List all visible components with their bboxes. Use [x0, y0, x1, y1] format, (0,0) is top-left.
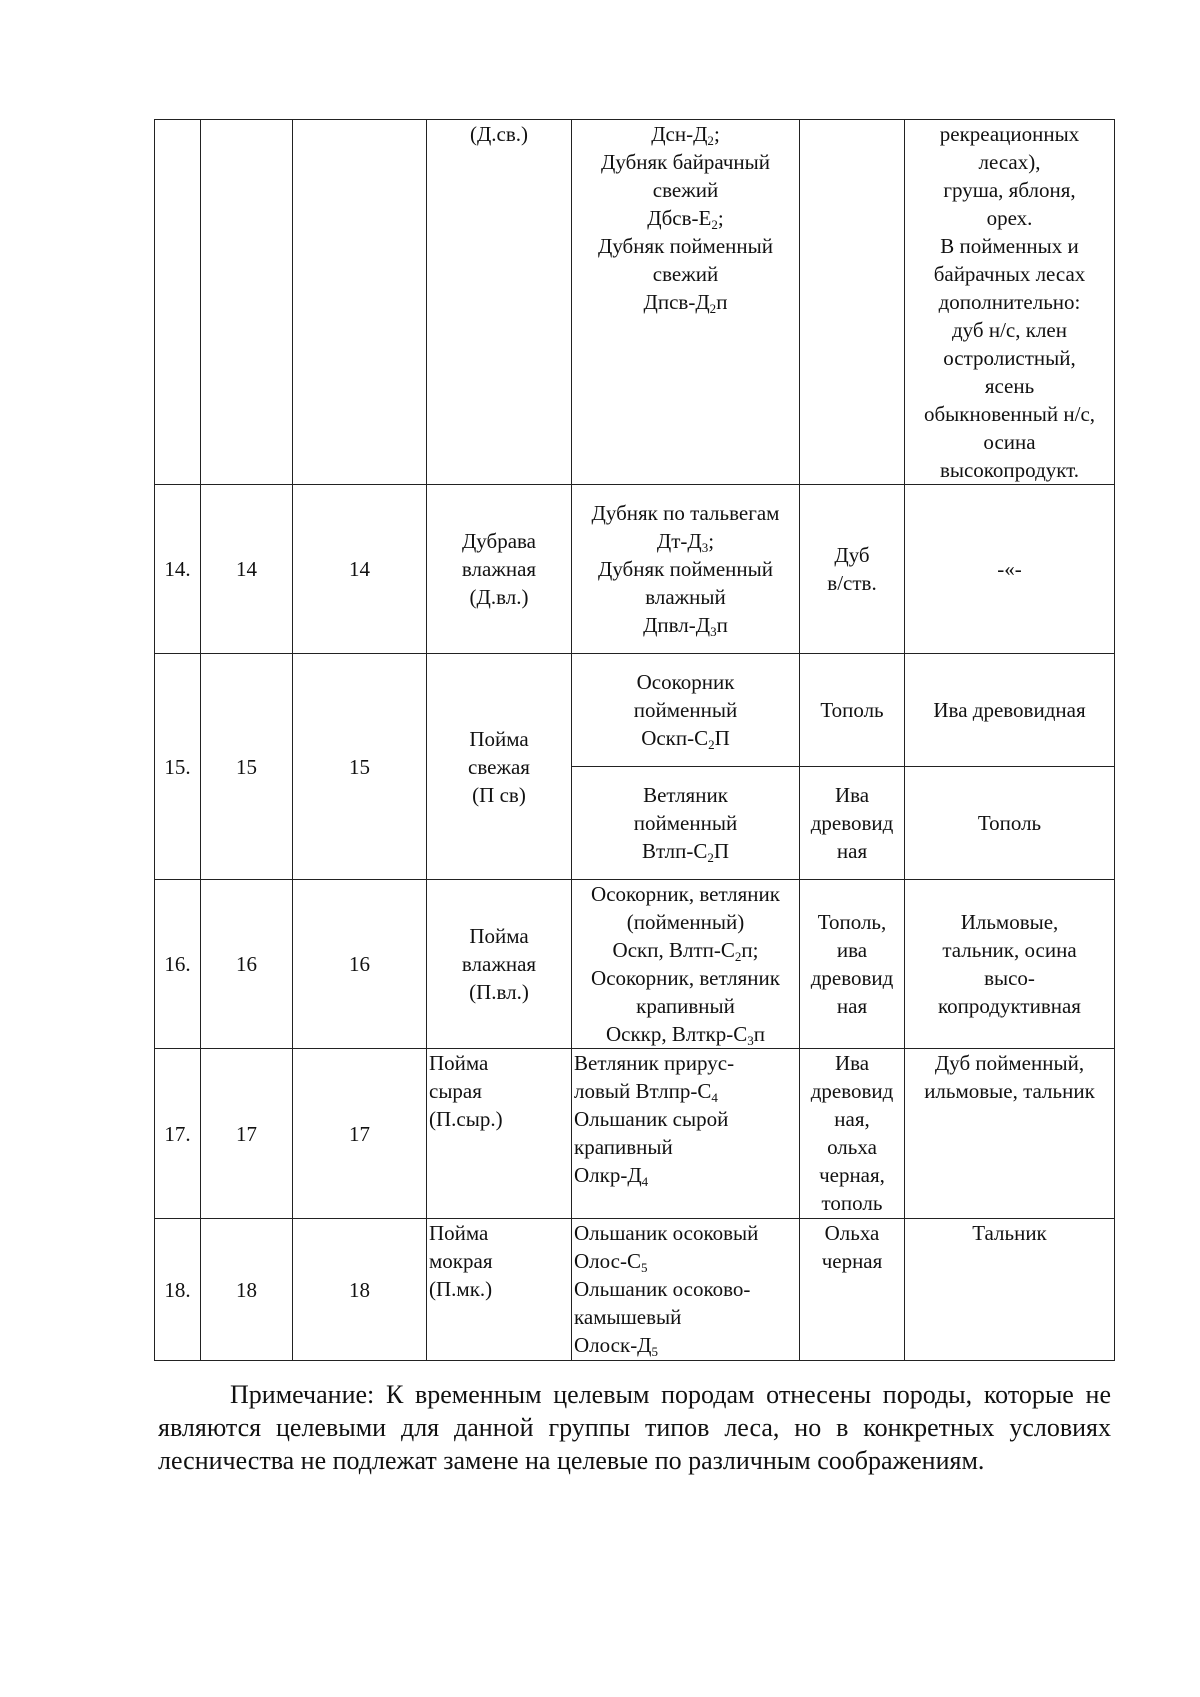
table-row [155, 1049, 1115, 1219]
type-group-cell: (Д.св.) [427, 120, 572, 485]
accompanying-species-cell: Тальник [905, 1219, 1115, 1361]
table-row [155, 120, 1115, 485]
forest-types-cell: Дсн-$Д_2$; Дубняк байрачный свежий Дбсв-$Е_2$; Дубняк пойменный свежий Дпсв-$Д_2п$ [572, 120, 800, 485]
temporary-species-cell: Ольха черная [800, 1219, 905, 1361]
accompanying-species-cell: Ильмовые, тальник, осина высо- копродуктивная [905, 880, 1115, 1049]
forest-types-cell: Дубняк по тальвегам $Дт-Д_3$; Дубняк пойменный влажный Дпвл-$Д_3п$ [572, 485, 800, 654]
code-cell: 14 [293, 485, 427, 654]
accompanying-species-cell: -«- [905, 485, 1115, 654]
accompanying-species-cell: рекреационных лесах), груша, яблоня, орех. В пойменных и байрачных лесах дополнительно: дуб н/с, клен остролистный, ясень обыкновенный н/с, осина высокопродукт. [905, 120, 1115, 485]
table-row [155, 485, 1115, 654]
type-group-cell: Пойма свежая (П св) [427, 654, 572, 880]
row-number-cell: 14. [155, 485, 201, 654]
accompanying-species-cell: Дуб пойменный, ильмовые, тальник [905, 1049, 1115, 1219]
row-number-cell: 15. [155, 654, 201, 880]
code-cell: 16 [293, 880, 427, 1049]
code-cell: 14 [201, 485, 293, 654]
temporary-species-cell: Тополь, ива древовид ная [800, 880, 905, 1049]
note-paragraph: Примечание: К временным целевым породам отнесены породы, которые не являются целевыми для данной группы типов леса, но в конкретных условиях лесничества не подлежат замене на целевые по различным соображениям. [158, 1380, 1111, 1475]
row-number-cell: 18. [155, 1219, 201, 1361]
table-row [155, 880, 1115, 1049]
type-group-cell: Пойма мокрая (П.мк.) [427, 1219, 572, 1361]
type-group-cell: Пойма влажная (П.вл.) [427, 880, 572, 1049]
temporary-species-cell: Тополь [800, 654, 905, 767]
code-cell: 16 [201, 880, 293, 1049]
type-group-cell: Пойма сырая (П.сыр.) [427, 1049, 572, 1219]
type-group-cell: Дубрава влажная (Д.вл.) [427, 485, 572, 654]
temporary-species-cell [800, 120, 905, 485]
forest-types-table [154, 119, 1115, 1361]
forest-types-cell: Ветляник пойменный Втлп-$С_2П$ [572, 767, 800, 880]
forest-types-cell: Ольшаник осоковый Олос-$С_5$ Ольшаник осоково- камышевый Олоск-$Д_5$ [572, 1219, 800, 1361]
forest-types-cell: Ветляник прирус- ловый Втлпр-$С_4$ Ольшаник сырой крапивный Олкр-$Д_4$ [572, 1049, 800, 1219]
accompanying-species-cell: Тополь [905, 767, 1115, 880]
code-cell [293, 120, 427, 485]
code-cell: 18 [201, 1219, 293, 1361]
code-cell: 15 [293, 654, 427, 880]
row-number-cell [155, 120, 201, 485]
temporary-species-cell: Ива древовид ная [800, 767, 905, 880]
row-number-cell: 17. [155, 1049, 201, 1219]
forest-types-cell: Осокорник, ветляник (пойменный) Оскп, Влтп-$С_2п$; Осокорник, ветляник крапивный Осккр, Влткр-$С_3п$ [572, 880, 800, 1049]
table-row [155, 654, 1115, 767]
code-cell: 18 [293, 1219, 427, 1361]
code-cell: 17 [293, 1049, 427, 1219]
temporary-species-cell: Дуб в/ств. [800, 485, 905, 654]
forest-types-cell: Осокорник пойменный Оскп-$С_2П$ [572, 654, 800, 767]
code-cell: 17 [201, 1049, 293, 1219]
row-number-cell: 16. [155, 880, 201, 1049]
table-row [155, 1219, 1115, 1361]
temporary-species-cell: Ива древовид ная, ольха черная, тополь [800, 1049, 905, 1219]
accompanying-species-cell: Ива древовидная [905, 654, 1115, 767]
code-cell [201, 120, 293, 485]
code-cell: 15 [201, 654, 293, 880]
